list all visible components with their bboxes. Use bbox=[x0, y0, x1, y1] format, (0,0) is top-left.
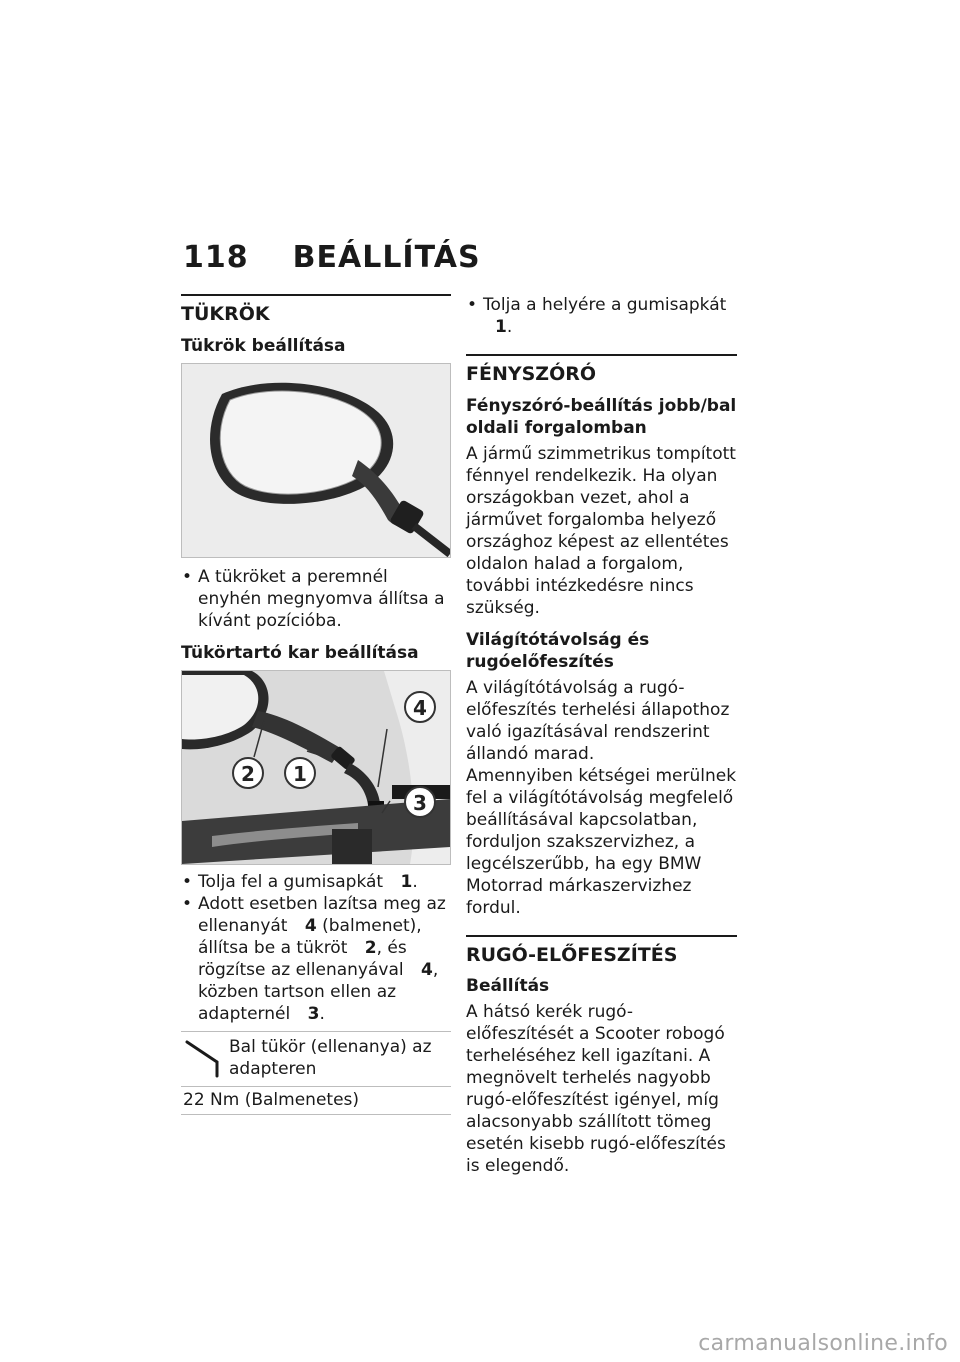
page-number: 118 bbox=[183, 240, 249, 275]
mirror-holder-image bbox=[181, 670, 451, 865]
torque-value: 22 Nm (Balmenetes) bbox=[181, 1086, 451, 1115]
section-title-spring-preload: RUGÓ-ELŐFESZÍTÉS bbox=[466, 935, 737, 968]
headlight-traffic-text: A jármű szimmetrikus tompított fénnyel rendelkezik. Ha olyan országokban vezet, ahol a járművet forgalomba helyező országhoz képest az ellentétes oldalon halad a forgalom, további intézkedésre nincs szükség. bbox=[466, 443, 736, 618]
subsection-headlight-range: Világítótávolság és rugóelőfeszítés bbox=[466, 629, 650, 672]
mirror-arm-final-step bbox=[466, 294, 737, 338]
section-title-mirrors: TÜKRÖK bbox=[181, 294, 451, 327]
mirror-arm-step: • Adott esetben lazítsa meg az ellenanyát 4 (balmenet), állítsa be a tükröt 2, és rögzítse az ellenanyával 4, közben tartson ellen az adapternél 3. bbox=[181, 893, 451, 1025]
torque-spec-box bbox=[181, 1031, 451, 1115]
mirror-arm-steps bbox=[181, 871, 451, 1025]
headlight-range-text: A világítótávolság a rugó-előfeszítés terhelési állapothoz való igazításával rendszerint állandó marad. bbox=[466, 677, 730, 764]
subsection-mirror-arm-adjust: Tükörtartó kar beállítása bbox=[181, 642, 419, 663]
right-column bbox=[466, 294, 737, 1177]
callout-1: 1 bbox=[293, 761, 307, 786]
page-title: BEÁLLÍTÁS bbox=[292, 240, 481, 275]
mirror-adjust-steps bbox=[181, 566, 451, 632]
watermark: carmanualsonline.info bbox=[698, 1331, 948, 1356]
subsection-headlight-traffic: Fényszóró-beállítás jobb/bal oldali forgalomban bbox=[466, 395, 737, 438]
headlight-range-advice: Amennyiben kétségei merülnek fel a világítótávolság megfelelő beállításával kapcsolatban, forduljon szakszervizhez, a legcélszerűbb, ha egy BMW Motorrad márkaszervizhez fordul. bbox=[466, 765, 737, 918]
section-title-headlight: FÉNYSZÓRÓ bbox=[466, 354, 737, 387]
page-header bbox=[183, 240, 481, 280]
subsection-mirror-adjust: Tükrök beállítása bbox=[181, 335, 346, 356]
left-column bbox=[181, 294, 451, 1115]
mirror-illustration bbox=[182, 364, 450, 557]
spring-adjust-text: A hátsó kerék rugó-előfeszítését a Scooter robogó terheléséhez kell igazítani. A megnövelt terhelés nagyobb rugó-előfeszítést igényel, míg alacsonyabb szállított tömeg esetén kisebb rugó-előfeszítés is elegendő. bbox=[466, 1002, 726, 1177]
subsection-spring-adjust: Beállítás bbox=[466, 976, 550, 997]
callout-4: 4 bbox=[413, 695, 427, 720]
mirror-arm-step: • Tolja fel a gumisapkát 1. bbox=[181, 871, 451, 893]
callout-2: 2 bbox=[241, 761, 255, 786]
mirror-arm-step: • Tolja a helyére a gumisapkát 1. bbox=[466, 294, 737, 338]
callout-3: 3 bbox=[413, 790, 427, 815]
torque-wrench-icon bbox=[181, 1036, 229, 1084]
mirror-holder-illustration bbox=[182, 671, 450, 864]
mirror-adjust-step: • A tükröket a peremnél enyhén megnyomva állítsa a kívánt pozícióba. bbox=[181, 566, 451, 632]
torque-label: Bal tükör (ellenanya) az adapteren bbox=[229, 1036, 432, 1079]
mirror-image bbox=[181, 363, 451, 558]
